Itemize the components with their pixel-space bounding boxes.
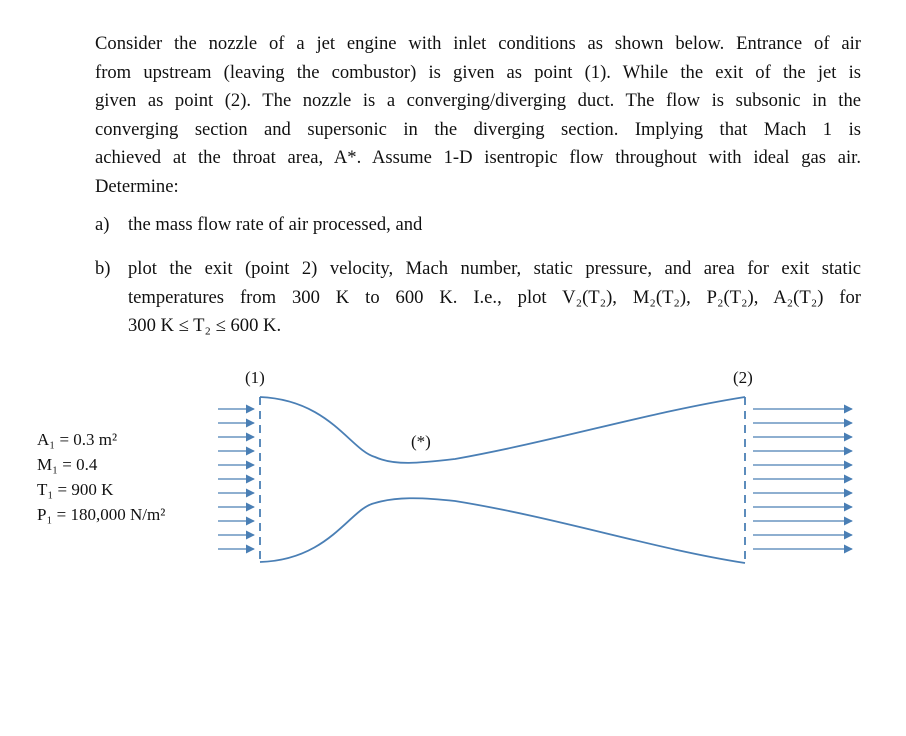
problem-line-1: Consider the nozzle of a jet engine with inlet conditions as shown below. Entrance of air [95,33,861,54]
point-1-label: (1) [245,368,265,387]
part-a-text: the mass flow rate of air processed, and [128,214,423,235]
part-b-line-1: plot the exit (point 2) velocity, Mach number, static pressure, and area for exit static [128,258,861,279]
problem-line-2: from upstream (leaving the combustor) is given as point (1). While the exit of the jet is [95,61,861,83]
throat-label: (*) [411,432,431,451]
problem-line-5: achieved at the throat area, A*. Assume 1-D isentropic flow throughout with ideal gas air. [95,147,861,169]
exit-arrows [753,409,852,549]
problem-line-3: given as point (2). The nozzle is a converging/diverging duct. The flow is subsonic in the [95,90,861,112]
nozzle-upper-wall [260,397,745,463]
problem-line-6: Determine: [95,175,179,197]
inlet-area: A₁ = 0.3 m² [37,430,118,449]
part-b-line-3: 300 K ≤ T₂ ≤ 600 K. [128,315,282,337]
problem-line-4: converging section and supersonic in the diverging section. Implying that Mach 1 is [95,118,861,140]
nozzle-lower-wall [260,498,745,563]
inlet-arrows [218,409,254,549]
part-b-line-2: temperatures from 300 K to 600 K. I.e., plot V₂(T₂), M₂(T₂), P₂(T₂), A₂(T₂) for [128,286,861,308]
part-a-label: a) [95,214,110,235]
inlet-mach: M₁ = 0.4 [37,455,98,474]
inlet-pressure: P₁ = 180,000 N/m² [37,505,166,524]
inlet-temperature: T₁ = 900 K [37,480,114,499]
point-2-label: (2) [733,368,753,387]
part-b-label: b) [95,258,111,279]
